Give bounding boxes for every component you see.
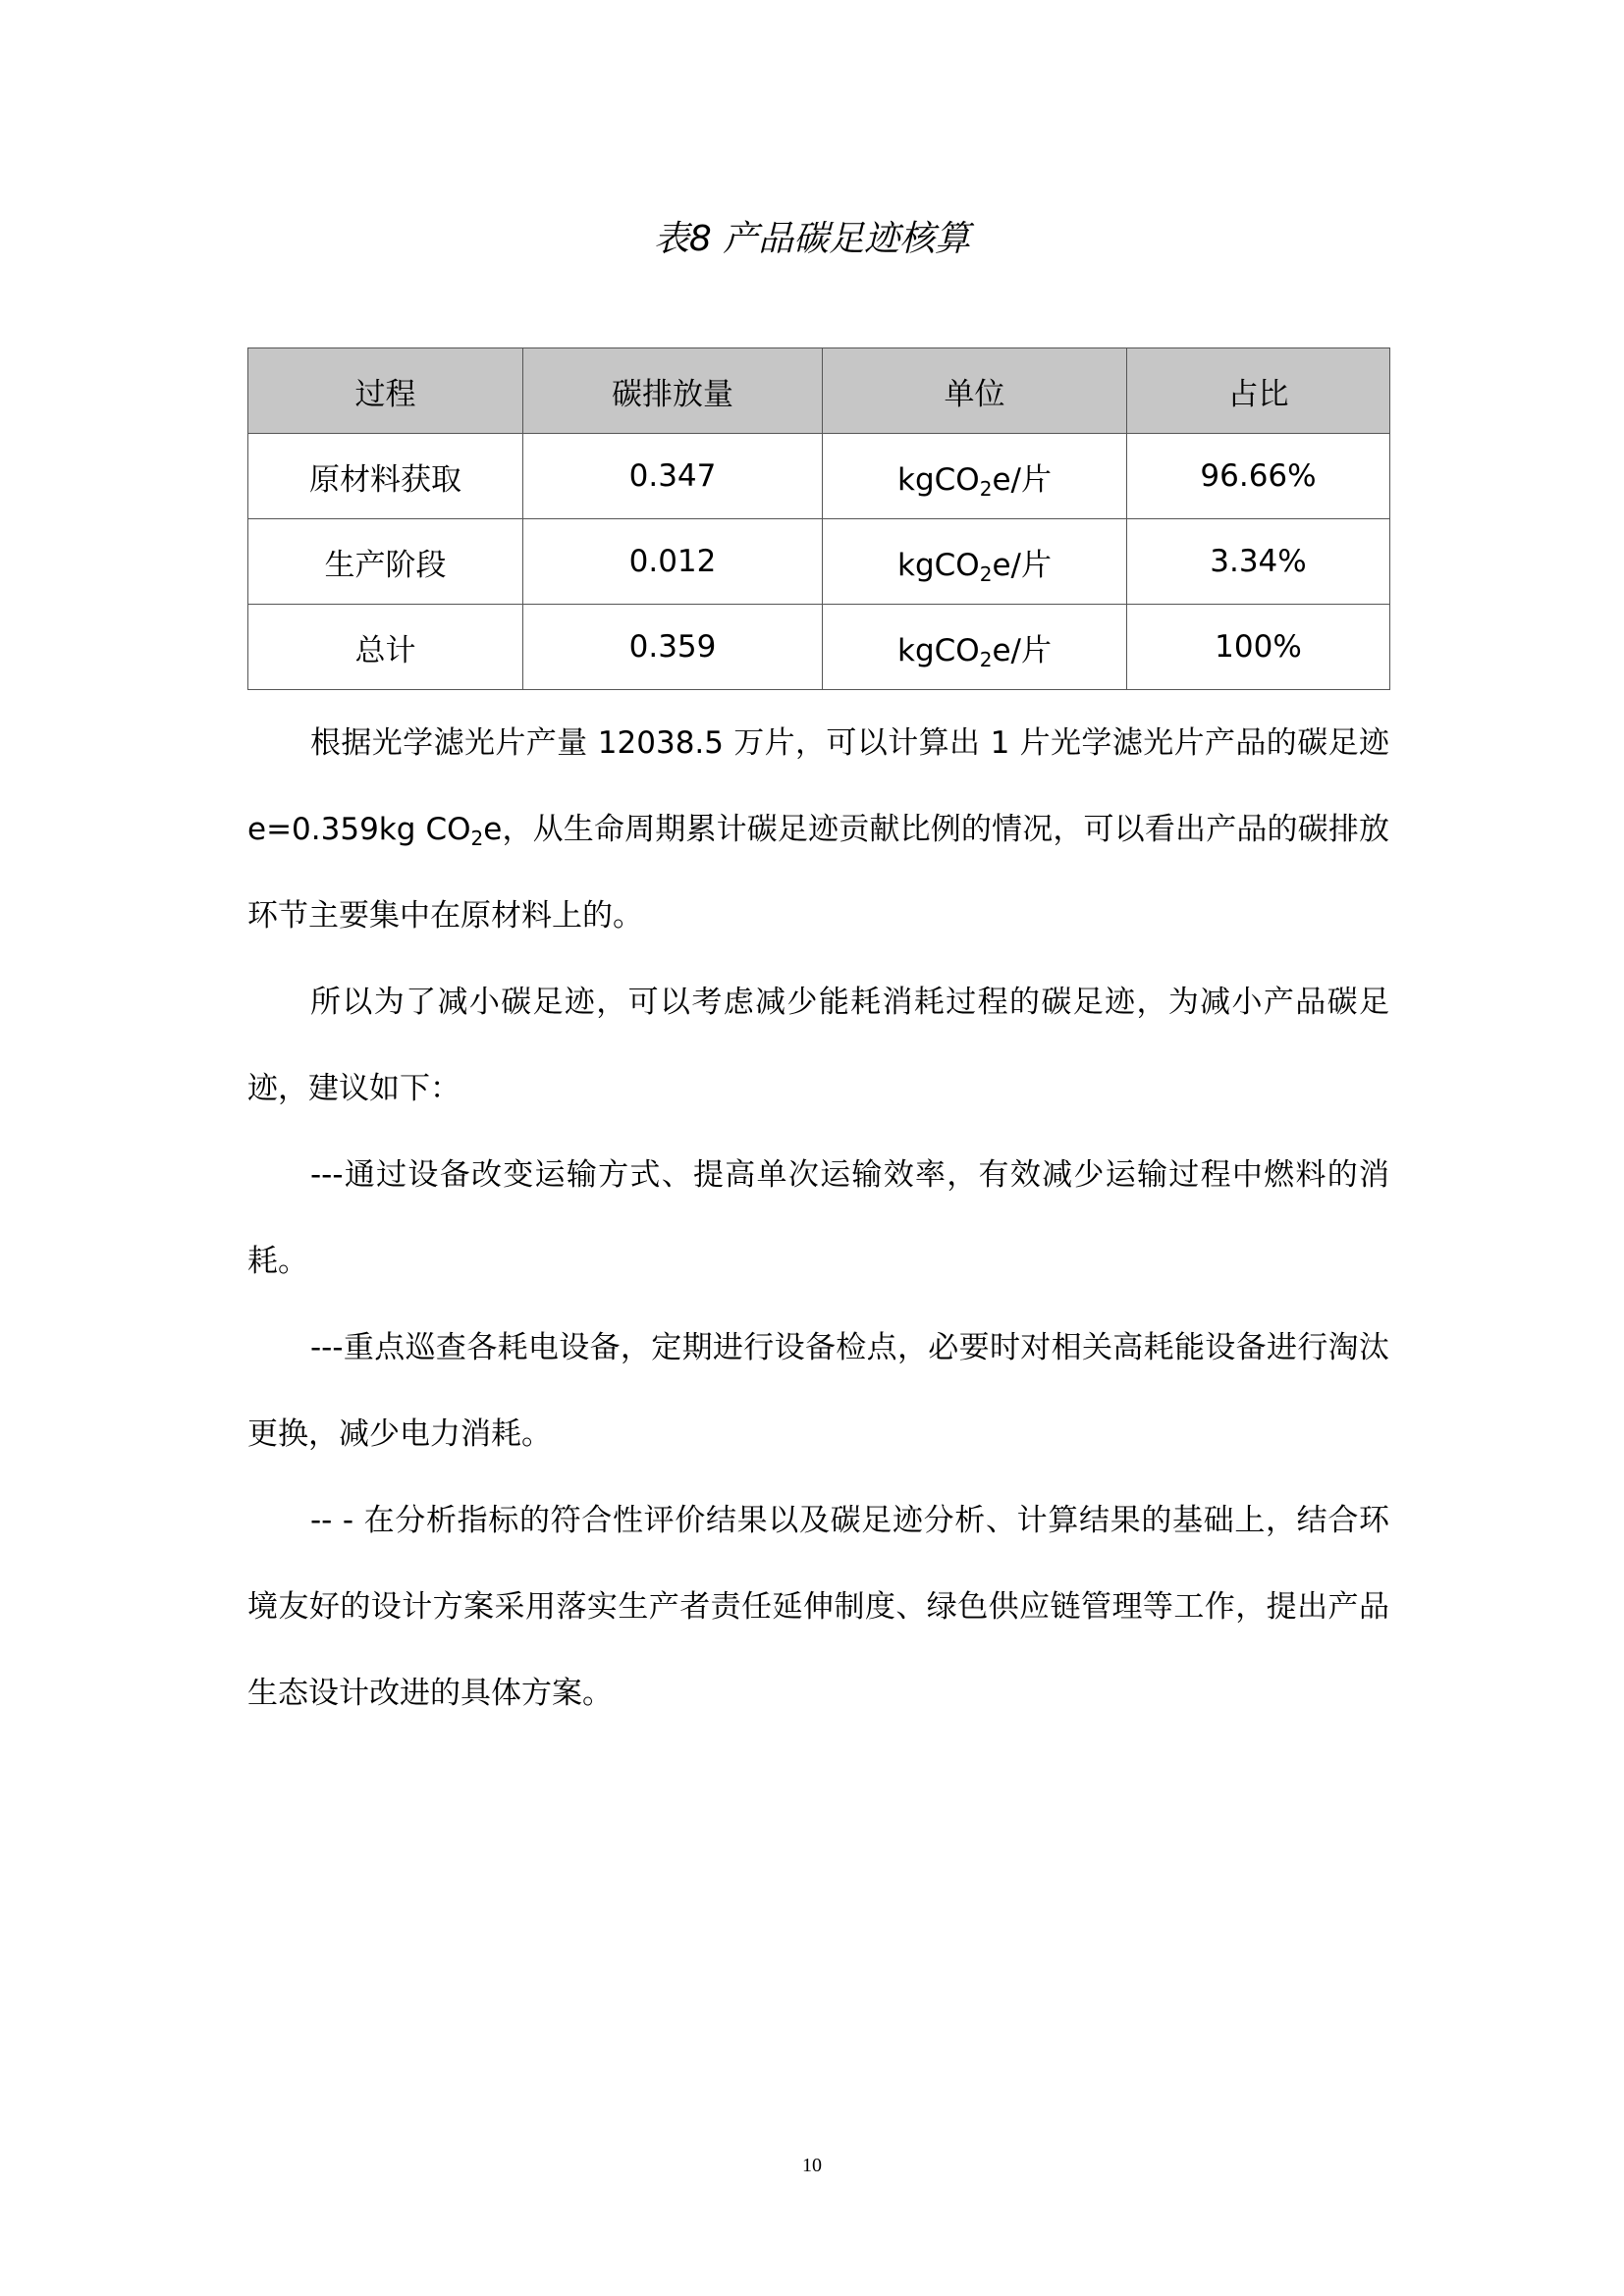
cell-emission: 0.359 (523, 605, 823, 690)
header-emission: 碳排放量 (523, 348, 823, 434)
unit-prefix: kgCO (897, 461, 980, 498)
unit-suffix: e/片 (992, 461, 1052, 498)
unit-subscript: 2 (979, 561, 993, 586)
cell-process: 原材料获取 (248, 434, 523, 519)
unit-prefix: kgCO (897, 547, 980, 583)
paragraph-result-text: 根据光学滤光片产量 12038.5 万片，可以计算出 1 片光学滤光片产品的碳足迹 e=0.359kg CO (247, 725, 1389, 847)
cell-unit (823, 519, 1127, 605)
carbon-footprint-table (247, 347, 1390, 690)
paragraph-result-text-cont: e，从生命周期累计碳足迹贡献比例的情况，可以看出产品的碳排放环节主要集中在原材料上的。 (247, 812, 1390, 934)
cell-share: 96.66% (1127, 434, 1390, 519)
header-process: 过程 (248, 348, 523, 434)
unit-subscript: 2 (979, 476, 993, 501)
cell-share: 100% (1127, 605, 1390, 690)
unit-suffix: e/片 (992, 632, 1052, 668)
cell-unit (823, 605, 1127, 690)
paragraph-suggestion-ecodesign: -- - 在分析指标的符合性评价结果以及碳足迹分析、计算结果的基础上，结合环境友好的设计方案采用落实生产者责任延伸制度、绿色供应链管理等工作，提出产品生态设计改进的具体方案。 (247, 1503, 1389, 1711)
paragraph-suggestion-transport: ---通过设备改变运输方式、提高单次运输效率，有效减少运输过程中燃料的消耗。 (247, 1157, 1389, 1279)
paragraph-suggestion-intro: 所以为了减小碳足迹，可以考虑减少能耗消耗过程的碳足迹，为减小产品碳足迹，建议如下： (247, 985, 1389, 1106)
paragraph-result (247, 700, 1389, 959)
table-header-row (248, 348, 1390, 434)
cell-process: 生产阶段 (248, 519, 523, 605)
cell-process: 总计 (248, 605, 523, 690)
table-row (248, 605, 1390, 690)
unit-prefix: kgCO (897, 632, 980, 668)
table-row (248, 519, 1390, 605)
page-number: 10 (802, 2155, 822, 2176)
cell-share: 3.34% (1127, 519, 1390, 605)
table-caption: 表8 产品碳足迹核算 (653, 219, 971, 259)
cell-emission: 0.012 (523, 519, 823, 605)
body-text (247, 700, 1389, 1736)
cell-unit (823, 434, 1127, 519)
cell-emission: 0.347 (523, 434, 823, 519)
co2-subscript: 2 (470, 827, 484, 850)
header-share: 占比 (1127, 348, 1390, 434)
table-row (248, 434, 1390, 519)
paragraph-suggestion-equipment: ---重点巡查各耗电设备，定期进行设备检点，必要时对相关高耗能设备进行淘汰更换，减少电力消耗。 (247, 1330, 1389, 1452)
unit-suffix: e/片 (992, 547, 1052, 583)
header-unit: 单位 (823, 348, 1127, 434)
unit-subscript: 2 (979, 647, 993, 671)
